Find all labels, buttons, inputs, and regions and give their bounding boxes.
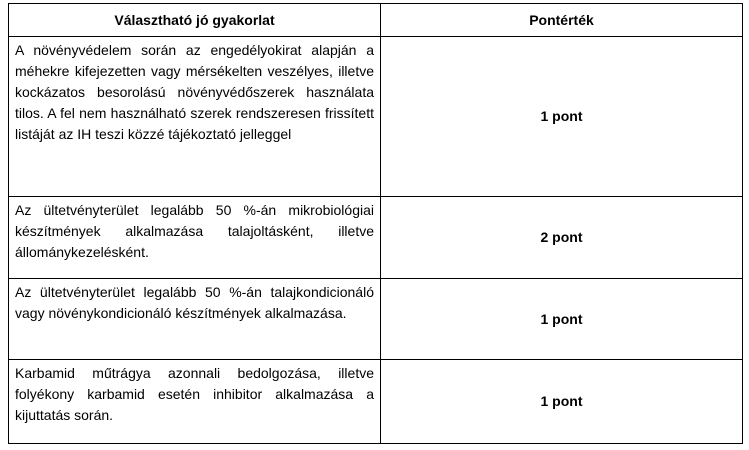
points-cell: 2 pont — [381, 197, 743, 279]
table-header-row — [9, 4, 743, 37]
points-cell: 1 pont — [381, 360, 743, 444]
table-row — [9, 360, 743, 444]
practice-column-header: Választható jó gyakorlat — [9, 4, 381, 37]
practice-cell: Az ültetvényterület legalább 50 %-án talajkondicionáló vagy növénykondicionáló készítmények alkalmazása. — [9, 279, 381, 360]
practice-cell: Karbamid műtrágya azonnali bedolgozása, illetve folyékony karbamid esetén inhibitor alkalmazása a kijuttatás során. — [9, 360, 381, 444]
table-row — [9, 279, 743, 360]
practice-cell: A növényvédelem során az engedélyokirat alapján a méhekre kifejezetten vagy mérsékelten veszélyes, illetve kockázatos besorolású növényvédőszerek használata tilos. A fel nem használható szerek rendszeresen frissített listáját az IH teszi közzé tájékoztató jelleggel — [9, 37, 381, 197]
points-cell: 1 pont — [381, 37, 743, 197]
good-practice-table — [8, 3, 743, 444]
points-column-header: Pontérték — [381, 4, 743, 37]
points-cell: 1 pont — [381, 279, 743, 360]
table-row — [9, 37, 743, 197]
practice-cell: Az ültetvényterület legalább 50 %-án mikrobiológiai készítmények alkalmazása talajoltásként, illetve állománykezelésként. — [9, 197, 381, 279]
table-row — [9, 197, 743, 279]
